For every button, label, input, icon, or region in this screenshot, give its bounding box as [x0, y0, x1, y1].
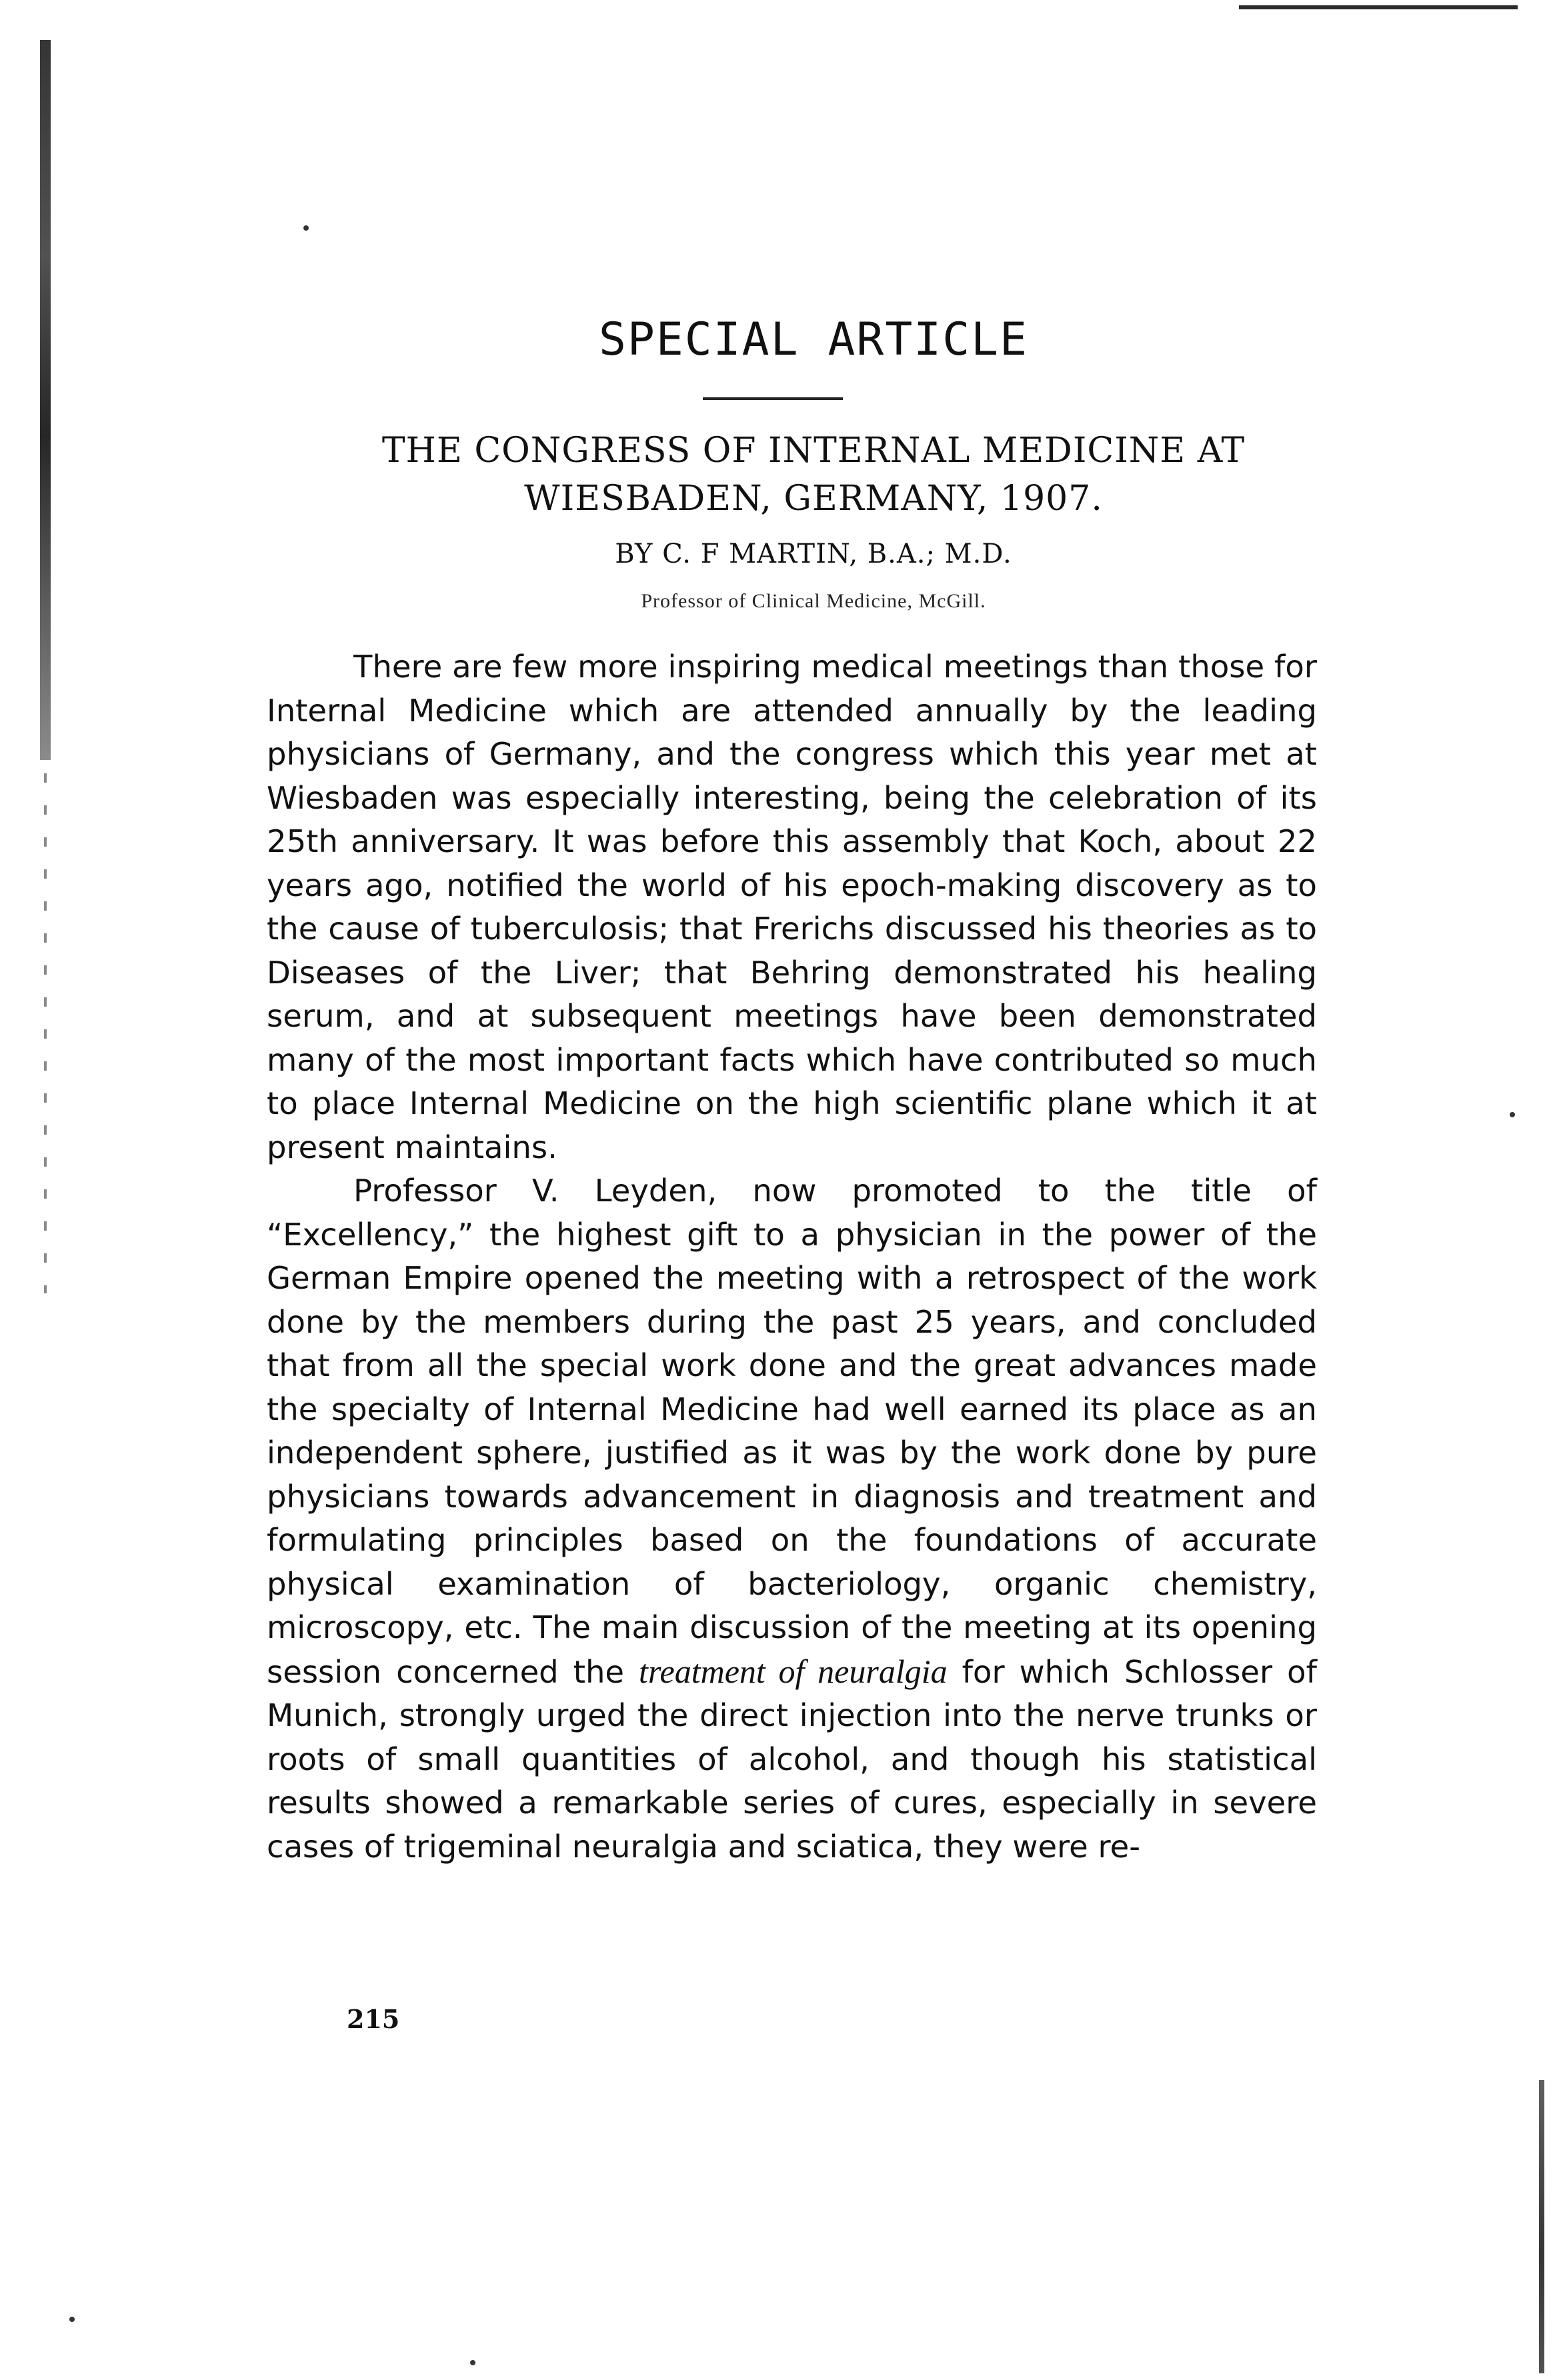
scan-top-rule: [1239, 5, 1518, 9]
paragraph-2-text-start: Professor V. Leyden, now promoted to the title of “Excellency,” the highest gift to a physician in the power of the German Empire opened the meeting with a retrospect of the work done by the members during the past 25 years, and concluded that from all the special work done and the great advances made the specialty of Internal Medicine had well earned its place as an independent sphere, justified as it was by the work done by pure physicians towards advancement in diagnosis and treatment and formulating principles based on the foundations of accurate physical examination of bacteriology, organic chemistry, microscopy, etc. The main discussion of the meeting at its opening session concerned the: [267, 1173, 1317, 1690]
headline-line-2: WIESBADEN, GERMANY, 1907.: [524, 479, 1103, 519]
headline-line-1: THE CONGRESS OF INTERNAL MEDICINE AT: [381, 431, 1246, 471]
paragraph-2-text-end: for which Schlosser of Munich, strongly urged the direct injection into the nerve trunks or roots of small quantities of alcohol, and though his statistical results showed a remarkable series of cures, especially in severe cases of trigeminal neuralgia and sciatica, they were re-: [267, 1653, 1317, 1865]
page-number: 215: [347, 2004, 400, 2034]
author-byline: BY C. F MARTIN, B.A.; M.D.: [615, 539, 1012, 569]
title-rule: [703, 397, 843, 400]
scan-right-edge-shadow: [1539, 2080, 1544, 2373]
scan-speck: [1510, 1112, 1515, 1117]
paragraph-1: There are few more inspiring medical meetings than those for Internal Medicine which are attended annually by the leading physicians of Germany, and the congress which this year met at Wiesbaden was especially interesting, being the celebration of its 25th anniversary. It was before this assembly that Koch, about 22 years ago, notified the world of his epoch-making discovery as to the cause of tuberculosis; that Frerichs discussed his theories as to Diseases of the Liver; that Behring demonstrated his healing serum, and at subsequent meetings have been demonstrated many of the most important facts which have contributed so much to place Internal Medicine on the high scientific plane which it at present maintains.: [267, 649, 1317, 1165]
section-title: SPECIAL ARTICLE: [598, 313, 1029, 366]
author-affiliation: Professor of Clinical Medicine, McGill.: [641, 590, 986, 612]
scan-left-edge-marks: [44, 773, 47, 1293]
scan-speck: [69, 2317, 75, 2322]
paragraph-2-italic-phrase: treatment of neuralgia: [639, 1652, 948, 1690]
article-headline: [267, 427, 1360, 523]
article-body: [267, 645, 1317, 1869]
paragraph-2: [267, 1169, 1317, 1869]
scan-left-edge-shadow: [40, 40, 51, 760]
scan-speck: [303, 225, 309, 231]
scan-speck: [470, 2360, 475, 2365]
